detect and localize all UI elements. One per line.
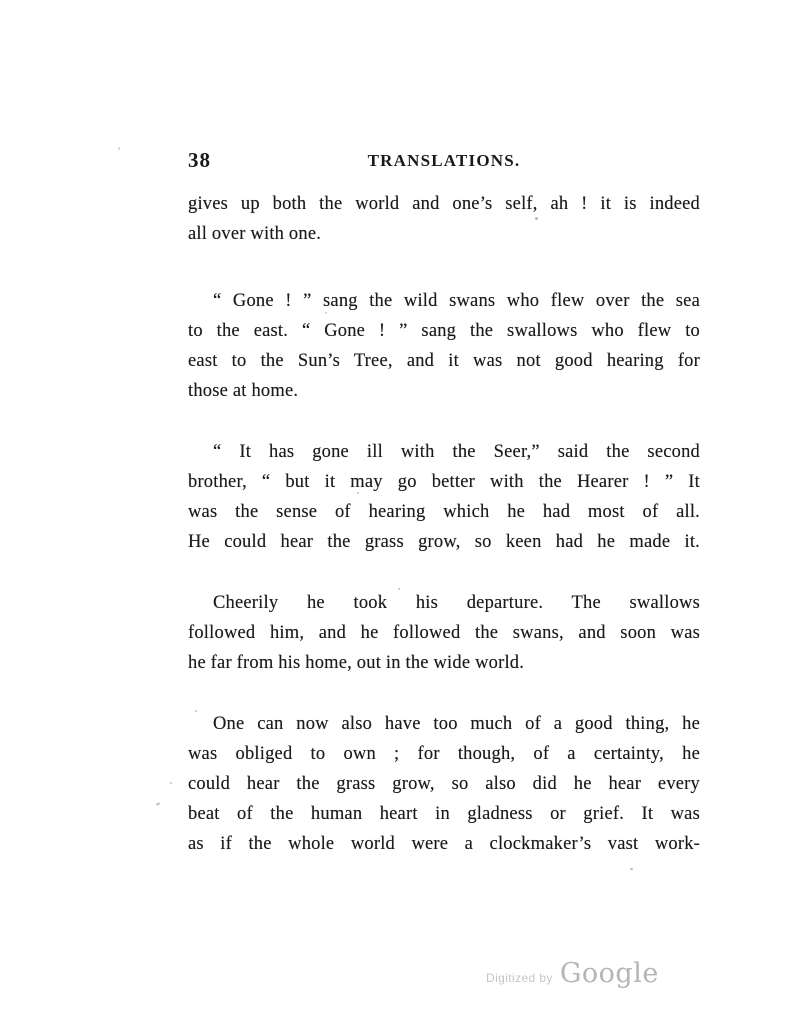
text-line: One can now also have too much of a good thing, he	[213, 714, 700, 734]
paragraph-3	[188, 437, 700, 557]
paragraph-5	[188, 709, 700, 859]
paragraph-1	[188, 189, 700, 249]
scan-speck	[398, 588, 400, 590]
scan-speck	[325, 312, 327, 314]
scan-speck	[357, 492, 359, 494]
google-logo: Google	[559, 958, 659, 989]
page-header	[188, 148, 700, 174]
page-number: 38	[188, 148, 211, 172]
text-line: all over with one.	[188, 224, 322, 244]
text-line: “ Gone ! ” sang the wild swans who flew over the sea	[213, 291, 700, 311]
text-line: brother, “ but it may go better with the Hearer ! ” It	[188, 472, 700, 492]
scan-speck	[630, 868, 633, 870]
scan-speck	[156, 802, 160, 806]
scan-speck	[535, 217, 538, 220]
text-line: east to the Sun’s Tree, and it was not good hearing for	[188, 351, 700, 371]
digitized-by-label: Digitized by	[486, 971, 553, 985]
text-line: as if the whole world were a clockmaker’s vast work-	[188, 834, 700, 854]
text-line: those at home.	[188, 381, 299, 401]
text-line: followed him, and he followed the swans, and soon was	[188, 623, 700, 643]
paragraph-4	[188, 588, 700, 678]
page-text	[188, 189, 700, 890]
text-line: Cheerily he took his departure. The swallows	[213, 593, 700, 613]
scan-speck	[195, 710, 197, 712]
text-line: He could hear the grass grow, so keen had he made it.	[188, 532, 700, 552]
text-line: beat of the human heart in gladness or grief. It was	[188, 804, 700, 824]
text-line: he far from his home, out in the wide world.	[188, 653, 525, 673]
scan-speck	[118, 147, 120, 150]
text-line: to the east. “ Gone ! ” sang the swallows who flew to	[188, 321, 700, 341]
text-line: was obliged to own ; for though, of a certainty, he	[188, 744, 700, 764]
running-title: TRANSLATIONS.	[367, 151, 521, 170]
google-watermark	[486, 958, 659, 989]
scan-speck	[170, 782, 172, 784]
text-line: could hear the grass grow, so also did he hear every	[188, 774, 700, 794]
text-line: gives up both the world and one’s self, ah ! it is indeed	[188, 194, 700, 214]
text-line: was the sense of hearing which he had most of all.	[188, 502, 700, 522]
paragraph-2	[188, 286, 700, 406]
text-line: “ It has gone ill with the Seer,” said the second	[213, 442, 700, 462]
